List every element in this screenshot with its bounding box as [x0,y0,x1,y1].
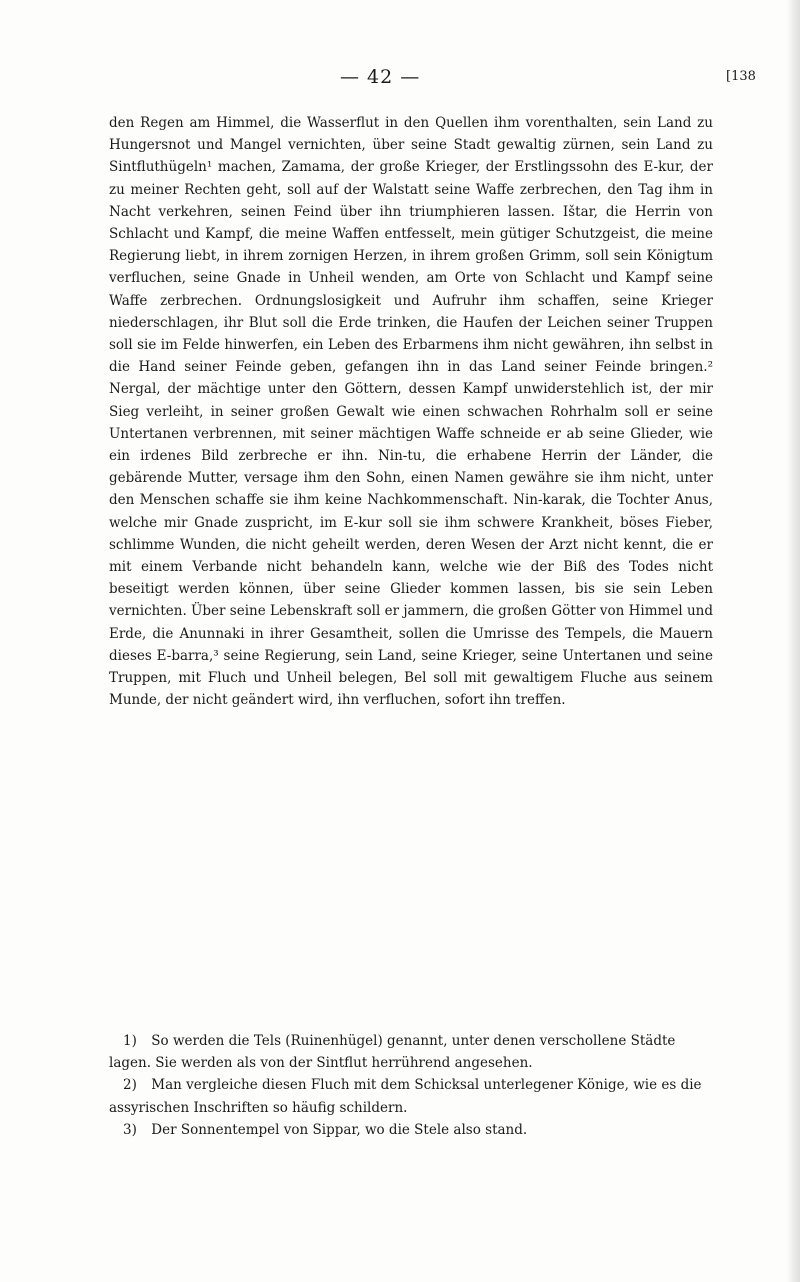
footnote-text: So werden die Tels (Ruinenhügel) genannt, unter denen verschollene Städte lagen. Sie werden als von der Sintflut herrührend angesehen. [109,1033,676,1072]
footnote-1 [109,1030,713,1074]
footnote-text: Der Sonnentempel von Sippar, wo die Stele also stand. [151,1121,528,1138]
body-paragraph: den Regen am Himmel, die Wasserflut in den Quellen ihm vorenthalten, sein Land zu Hungersnot und Mangel vernichten, über seine Stadt gewaltig zürnen, sein Land zu Sintfluthügeln¹ machen, Zamama, der große Krieger, der Erstlingssohn des E-kur, der zu meiner Rechten geht, soll auf der Walstatt seine Waffe zerbrechen, den Tag ihm in Nacht verkehren, seinen Feind über ihn triumphieren lassen. Ištar, die Herrin von Schlacht und Kampf, die meine Waffen entfesselt, mein gütiger Schutzgeist, die meine Regierung liebt, in ihrem zornigen Herzen, in ihrem großen Grimm, soll sein Königtum verfluchen, seine Gnade in Unheil wenden, am Orte von Schlacht und Kampf seine Waffe zerbrechen. Ordnungslosigkeit und Aufruhr ihm schaffen, seine Krieger niederschlagen, ihr Blut soll die Erde trinken, die Haufen der Leichen seiner Truppen soll sie im Felde hinwerfen, ein Leben des Erbarmens ihm nicht gewähren, ihn selbst in die Hand seiner Feinde geben, gefangen ihn in das Land seiner Feinde bringen.² Nergal, der mächtige unter den Göttern, dessen Kampf unwiderstehlich ist, der mir Sieg verleiht, in seiner großen Gewalt wie einen schwachen Rohrhalm soll er seine Untertanen verbrennen, mit seiner mächtigen Waffe schneide er ab seine Glieder, wie ein irdenes Bild zerbreche er ihn. Nin-tu, die erhabene Herrin der Länder, die gebärende Mutter, versage ihm den Sohn, einen Namen gewähre sie ihm nicht, unter den Menschen schaffe sie ihm keine Nachkommenschaft. Nin-karak, die Tochter Anus, welche mir Gnade zuspricht, im E-kur soll sie ihm schwere Krankheit, böses Fieber, schlimme Wunden, die nicht geheilt werden, deren Wesen der Arzt nicht kennt, die er mit einem Verbande nicht behandeln kann, welche wie der Biß des Todes nicht beseitigt werden können, über seine Glieder kommen lassen, bis sie sein Leben vernichten. Über seine Lebenskraft soll er jammern, die großen Götter von Himmel und Erde, die Anunnaki in ihrer Gesamtheit, sollen die Umrisse des Tempels, die Mauern dieses E-barra,³ seine Regierung, sein Land, seine Krieger, seine Untertanen und seine Truppen, mit Fluch und Unheil belegen, Bel soll mit gewaltigem Fluche aus seinem Munde, der nicht geändert wird, ihn verfluchen, sofort ihn treffen. [109,115,713,709]
page-number: — 42 — [340,66,421,88]
footnote-text: Man vergleiche diesen Fluch mit dem Schicksal unterlegener Könige, wie es die assyrischen Inschriften so häufig schildern. [109,1077,702,1116]
footnotes [109,1030,713,1141]
footnote-3 [109,1119,713,1141]
main-text [109,112,713,711]
footnote-number: 2) [123,1077,137,1094]
section-marker: [138 [726,69,756,84]
page-header [0,66,800,94]
footnote-number: 1) [123,1033,137,1049]
footnote-number: 3) [123,1121,137,1138]
page-edge-shadow [786,0,800,1282]
footnote-2 [109,1074,713,1118]
